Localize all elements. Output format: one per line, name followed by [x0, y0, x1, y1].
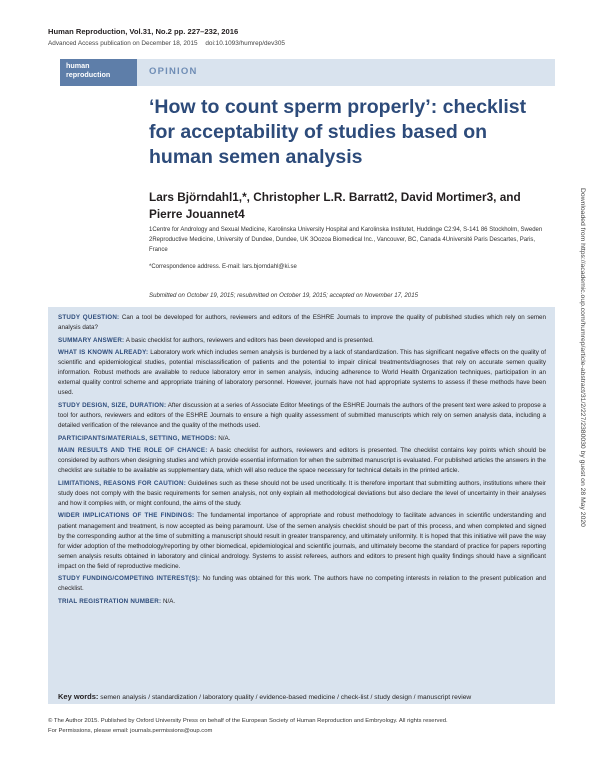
- abstract-heading: PARTICIPANTS/MATERIALS, SETTING, METHODS:: [58, 434, 217, 442]
- abstract-heading: STUDY QUESTION:: [58, 314, 120, 321]
- journal-logo: [60, 59, 137, 86]
- abstract-text: The fundamental importance of appropriate and robust methodology to facilitate advances in scientific understanding and patient management and treatment, is now accepted as being paramount. Use of the semen analysis checklist should be part of this process, and when completed and signed by the corresponding author at the time of submitting a manuscript should result in greater transparency, and ultimately uniformity. It is hoped that this initiative will pave the way for wider adoption of the methodology/reporting by other biomedical, epidemiological and scientific journals, and ultimately become the standard of practice for papers reporting semen analysis results obtained in laboratory and clinical andrology. Systems to assist referees, authors and editors to present high quality findings should have a significant impact on the field of reproductive medicine.: [58, 512, 546, 570]
- abstract-text: After discussion at a series of Associate Editor Meetings of the ESHRE Journals the authors of the present text were asked to propose a tool for authors, reviewers and editors of the ESHRE Journals to ensure a high quality assessment of submitted manuscripts which rely on semen analysis data, including a detailed verification of the relevance and the quality of the methods used.: [58, 401, 546, 430]
- journal-citation: Human Reproduction, Vol.31, No.2 pp. 227–232, 2016: [48, 27, 239, 36]
- abstract-paragraph: [58, 597, 546, 607]
- permissions: For Permissions, please email: journals.permissions@oup.com: [48, 727, 213, 734]
- abstract-text: N/A.: [162, 597, 176, 605]
- abstract-text: Guidelines such as these should not be used uncritically. It is therefore important that submitting authors, institutions where their study does not comply with the basic requirements for semen analysis, not only explain all methodological deviations but also declare the level of uncertainty in their analyses and how it complies with, or might confound, the aims of the study.: [58, 479, 546, 507]
- abstract-body: [58, 313, 546, 609]
- keywords-row: [48, 690, 555, 705]
- abstract-heading: SUMMARY ANSWER:: [58, 336, 125, 344]
- logo-line2: reproduction: [66, 69, 111, 79]
- logo-line1: human: [66, 61, 90, 70]
- abstract-paragraph: [58, 511, 546, 572]
- abstract-paragraph: [58, 336, 546, 346]
- download-watermark: [577, 188, 586, 748]
- abstract-text: A basic checklist for authors, reviewers and editors has been developed and is presented.: [125, 336, 374, 344]
- publication-info: [48, 40, 291, 47]
- abstract-heading: TRIAL REGISTRATION NUMBER:: [58, 597, 162, 605]
- copyright: © The Author 2015. Published by Oxford University Press on behalf of the European Society of Human Reproduction and Embryology. All rights reserved.: [48, 718, 448, 724]
- keywords-label: Key words:: [58, 692, 99, 701]
- affiliations: 1Centre for Andrology and Sexual Medicine, Karolinska University Hospital and Karolinska Institutet, Huddinge C2:94, S-141 86 Stockholm, Sweden 2Reproductive Medicine, University of Dundee, Dundee, UK 3Oozoa Biomedical Inc., Vancouver, BC, Canada 4Université Paris Descartes, Paris, France: [149, 227, 543, 253]
- article-title: ‘How to count sperm properly’: checklist for acceptability of studies based on human semen analysis: [149, 96, 527, 168]
- abstract-heading: WHAT IS KNOWN ALREADY:: [58, 349, 149, 357]
- abstract-paragraph: [58, 574, 546, 594]
- footer: [48, 717, 555, 736]
- download-watermark-text: Downloaded from https://academic.oup.com/humrep/article-abstract/31/2/227/2380030 by guest on 28 May 2020: [579, 188, 586, 527]
- abstract-text: Can a tool be developed for authors, reviewers and editors of the ESHRE Journals to improve the quality of published studies which rely on semen analysis data?: [58, 314, 546, 332]
- abstract-heading: STUDY FUNDING/COMPETING INTEREST(S):: [58, 575, 201, 583]
- structured-abstract: [48, 307, 555, 704]
- correspondence: *Correspondence address. E-mail: lars.bjorndahl@ki.se: [149, 264, 297, 270]
- advance-access: Advanced Access publication on December 18, 2015: [48, 40, 198, 47]
- keywords-list: semen analysis / standardization / laboratory quality / evidence-based medicine / check-list / study design / manuscript review: [100, 694, 472, 701]
- abstract-text: N/A.: [218, 434, 231, 442]
- abstract-text: Laboratory work which includes semen analysis is burdened by a lack of standardization. This has significant negative effects on the quality of scientific and epidemiological studies, potential misclassification of patients and the potential to impair clinical treatments/diagnoses that rely on accurate semen quality information. Robust methods are available to reduce laboratory error in semen analysis, inducing adherence to World Health Organization techniques, participation in an external quality control scheme and appropriate training of laboratory personnel. However, journals have not had appropriate systems to assess if these methods have been used.: [58, 349, 546, 397]
- abstract-paragraph: [58, 446, 546, 476]
- abstract-paragraph: [58, 434, 546, 444]
- abstract-paragraph: [58, 313, 546, 333]
- abstract-heading: WIDER IMPLICATIONS OF THE FINDINGS:: [58, 512, 195, 520]
- abstract-heading: STUDY DESIGN, SIZE, DURATION:: [58, 401, 167, 409]
- submission-dates: Submitted on October 19, 2015; resubmitted on October 19, 2015; accepted on November 17, 2015: [149, 292, 418, 299]
- abstract-paragraph: [58, 348, 546, 398]
- abstract-heading: MAIN RESULTS AND THE ROLE OF CHANCE:: [58, 447, 208, 455]
- abstract-paragraph: [58, 401, 546, 431]
- abstract-paragraph: [58, 479, 546, 509]
- abstract-text: A basic checklist for authors, reviewers and editors is presented. The checklist contains key points which should be considered by authors when designing studies and which provide essential information for when the submitted manuscript is evaluated. For published articles the answers in the checklist are suitable to be available as supplementary data, which will also reduce the space necessary for technical details in the printed article.: [58, 447, 546, 475]
- abstract-heading: LIMITATIONS, REASONS FOR CAUTION:: [58, 479, 186, 487]
- keywords: [58, 692, 471, 701]
- author-list: Lars Björndahl1,*, Christopher L.R. Barratt2, David Mortimer3, and Pierre Jouannet4: [149, 190, 521, 221]
- section-label: OPINION: [149, 66, 198, 77]
- abstract-text: No funding was obtained for this work. The authors have no competing interests in relation to the present publication and checklist.: [58, 575, 546, 593]
- doi[interactable]: doi:10.1093/humrep/dev305: [205, 40, 285, 47]
